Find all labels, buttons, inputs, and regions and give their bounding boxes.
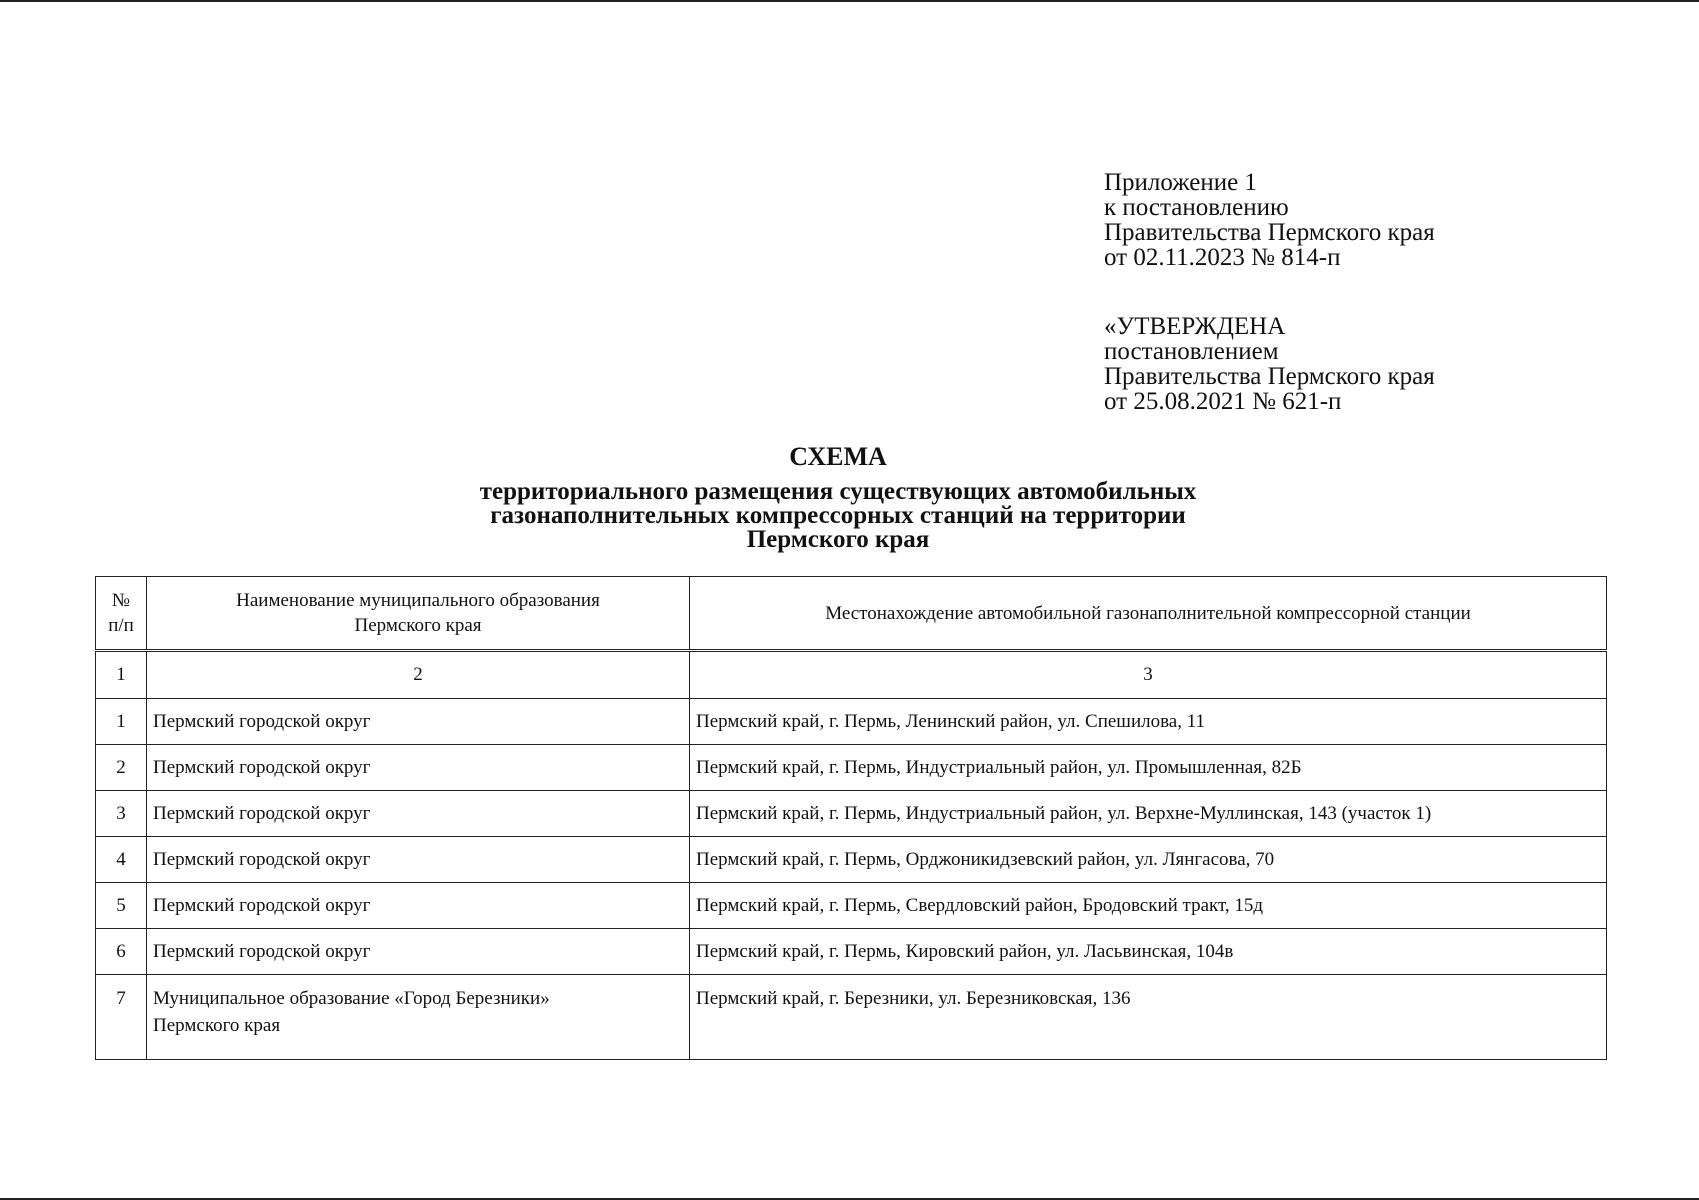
row-number: 6 bbox=[96, 929, 147, 975]
header-municipality-line2: Пермского края bbox=[354, 615, 482, 636]
row-location: Пермский край, г. Пермь, Свердловский район, Бродовский тракт, 15д bbox=[690, 883, 1607, 929]
row-location: Пермский край, г. Пермь, Индустриальный район, ул. Промышленная, 82Б bbox=[690, 745, 1607, 791]
table-row bbox=[96, 837, 1607, 883]
row-municipality: Пермский городской округ bbox=[147, 791, 690, 837]
header-municipality bbox=[147, 577, 690, 651]
table-row bbox=[96, 791, 1607, 837]
row-municipality bbox=[147, 975, 690, 1060]
subtitle-line: газонаполнительных компрессорных станций на территории bbox=[490, 502, 1186, 529]
header-number-line1: № bbox=[111, 590, 131, 611]
header-location: Местонахождение автомобильной газонаполнительной компрессорной станции bbox=[690, 577, 1607, 651]
table-row bbox=[96, 699, 1607, 745]
approval-block bbox=[1104, 314, 1435, 414]
column-numbers-row bbox=[96, 651, 1607, 699]
row-number: 3 bbox=[96, 791, 147, 837]
appendix-block bbox=[1104, 170, 1435, 270]
table-row bbox=[96, 745, 1607, 791]
subtitle-line: Пермского края bbox=[746, 526, 930, 553]
row-location: Пермский край, г. Березники, ул. Березниковская, 136 bbox=[690, 975, 1607, 1060]
stations-table bbox=[95, 576, 1607, 1060]
subtitle-line: территориального размещения существующих автомобильных bbox=[479, 478, 1197, 505]
appendix-line: Приложение 1 bbox=[1104, 169, 1257, 196]
row-location: Пермский край, г. Пермь, Ленинский район, ул. Спешилова, 11 bbox=[690, 699, 1607, 745]
header-municipality-line1: Наименование муниципального образования bbox=[236, 590, 600, 611]
row-number: 2 bbox=[96, 745, 147, 791]
column-number: 3 bbox=[690, 651, 1607, 699]
row-municipality: Пермский городской округ bbox=[147, 699, 690, 745]
scan-top-edge bbox=[0, 0, 1699, 2]
header-number bbox=[96, 577, 147, 651]
row-location: Пермский край, г. Пермь, Орджоникидзевский район, ул. Лянгасова, 70 bbox=[690, 837, 1607, 883]
row-municipality: Пермский городской округ bbox=[147, 745, 690, 791]
header-number-line2: п/п bbox=[108, 615, 134, 636]
approval-line: постановлением bbox=[1104, 338, 1279, 365]
document-subtitle bbox=[0, 480, 1676, 552]
row-number: 5 bbox=[96, 883, 147, 929]
approval-line: от 25.08.2021 № 621-п bbox=[1104, 388, 1342, 415]
row-number: 4 bbox=[96, 837, 147, 883]
row-location: Пермский край, г. Пермь, Индустриальный район, ул. Верхне-Муллинская, 143 (участок 1) bbox=[690, 791, 1607, 837]
column-number: 1 bbox=[96, 651, 147, 699]
appendix-line: к постановлению bbox=[1104, 194, 1289, 221]
row-number: 7 bbox=[96, 975, 147, 1060]
document-title: СХЕМА bbox=[789, 442, 887, 471]
table-row bbox=[96, 929, 1607, 975]
row-municipality: Пермский городской округ bbox=[147, 929, 690, 975]
appendix-line: от 02.11.2023 № 814-п bbox=[1104, 244, 1341, 271]
row-municipality: Пермский городской округ bbox=[147, 837, 690, 883]
appendix-line: Правительства Пермского края bbox=[1104, 219, 1435, 246]
approval-line: «УТВЕРЖДЕНА bbox=[1104, 313, 1286, 340]
row-location: Пермский край, г. Пермь, Кировский район, ул. Ласьвинская, 104в bbox=[690, 929, 1607, 975]
table-row bbox=[96, 975, 1607, 1060]
row-number: 1 bbox=[96, 699, 147, 745]
column-number: 2 bbox=[147, 651, 690, 699]
approval-line: Правительства Пермского края bbox=[1104, 363, 1435, 390]
table-row bbox=[96, 883, 1607, 929]
row-municipality-line1: Муниципальное образование «Город Березники» bbox=[153, 988, 550, 1009]
row-municipality-line2: Пермского края bbox=[153, 1015, 281, 1036]
row-municipality: Пермский городской округ bbox=[147, 883, 690, 929]
table-header-row bbox=[96, 577, 1607, 651]
